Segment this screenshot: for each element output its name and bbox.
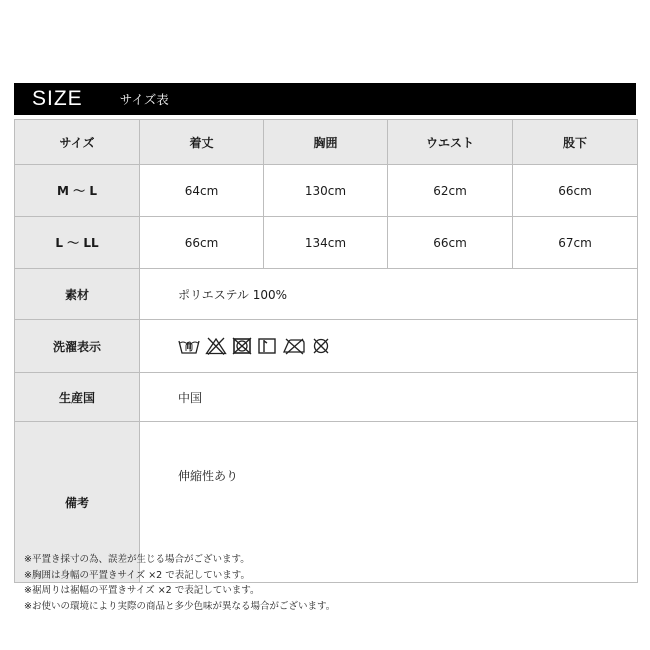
- origin-label: 生産国: [15, 373, 140, 422]
- column-header-chest: 胸囲: [264, 120, 388, 165]
- no-tumble-dry-icon: [232, 337, 252, 355]
- care-row: [15, 320, 638, 373]
- column-header-length: 着丈: [140, 120, 264, 165]
- table-header-row: [15, 120, 638, 165]
- footnote: ※平置き採寸の為、誤差が生じる場合がございます。: [24, 554, 250, 565]
- cell-waist: 66cm: [388, 217, 513, 269]
- footnotes: [24, 552, 335, 614]
- notes-value: 伸縮性あり: [140, 422, 638, 583]
- table-row: [15, 165, 638, 217]
- line-dry-icon: [257, 337, 277, 355]
- column-header-size: サイズ: [15, 120, 140, 165]
- origin-value: 中国: [140, 373, 638, 422]
- footnote: ※裾周りは裾幅の平置きサイズ ×2 で表記しています。: [24, 585, 260, 596]
- cell-inseam: 67cm: [513, 217, 638, 269]
- size-header-bar: [14, 83, 636, 115]
- footnote: ※胸囲は身幅の平置きサイズ ×2 で表記しています。: [24, 569, 250, 581]
- header-title: SIZE: [32, 87, 83, 110]
- material-label: 素材: [15, 269, 140, 320]
- material-value: ポリエステル 100%: [140, 269, 638, 320]
- footnote: ※お使いの環境により実際の商品と多少色味が異なる場合がございます。: [24, 600, 336, 612]
- header-subtitle: サイズ表: [119, 92, 169, 107]
- cell-inseam: 66cm: [513, 165, 638, 217]
- cell-length: 66cm: [140, 217, 264, 269]
- care-icons-cell: [140, 320, 638, 373]
- no-bleach-icon: [205, 337, 227, 355]
- cell-chest: 134cm: [264, 217, 388, 269]
- column-header-waist: ウエスト: [388, 120, 513, 165]
- cell-waist: 62cm: [388, 165, 513, 217]
- notes-label: 備考: [15, 422, 140, 583]
- row-size-label: M 〜 L: [15, 165, 140, 217]
- cell-length: 64cm: [140, 165, 264, 217]
- material-row: [15, 269, 638, 320]
- no-dry-clean-icon: [311, 337, 331, 355]
- care-label: 洗濯表示: [15, 320, 140, 373]
- size-table: [14, 119, 638, 583]
- table-row: [15, 217, 638, 269]
- hand-wash-icon: [178, 337, 200, 355]
- column-header-inseam: 股下: [513, 120, 638, 165]
- care-icons: [178, 337, 637, 355]
- origin-row: [15, 373, 638, 422]
- cell-chest: 130cm: [264, 165, 388, 217]
- row-size-label: L 〜 LL: [15, 217, 140, 269]
- no-iron-icon: [282, 337, 306, 355]
